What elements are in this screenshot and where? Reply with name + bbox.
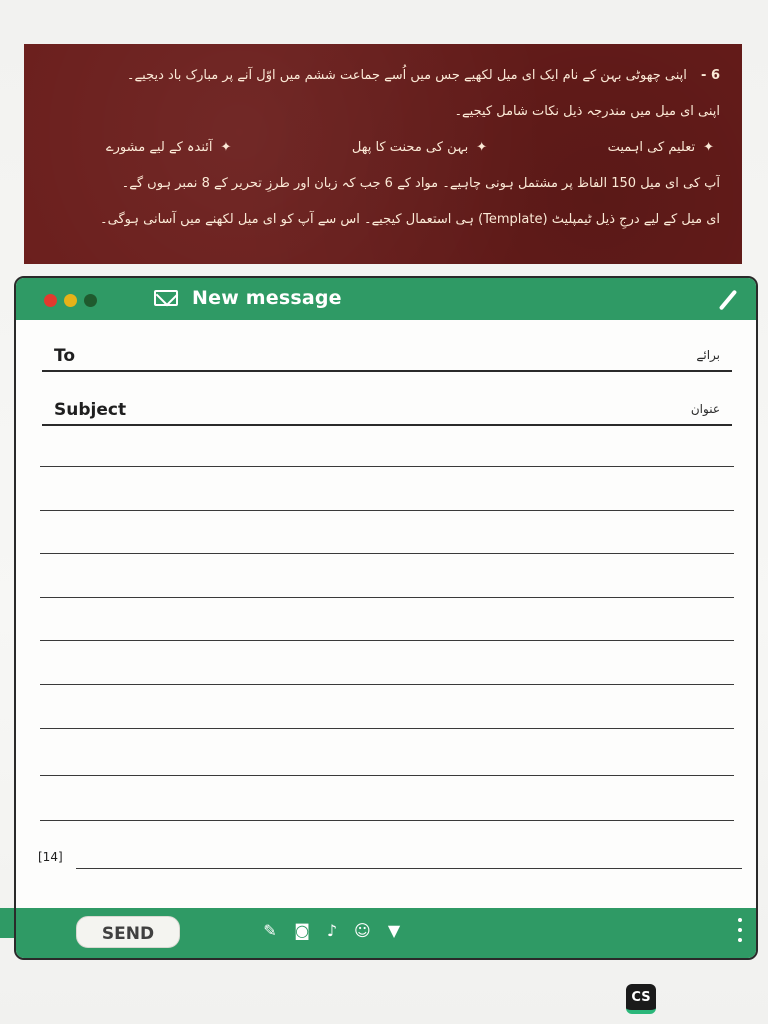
instruction-points — [46, 130, 720, 166]
point-text: تعلیم کی اہمیت — [607, 140, 696, 155]
close-dot-icon — [44, 294, 57, 307]
writing-line[interactable] — [76, 868, 742, 869]
camera-icon[interactable]: ◙ — [294, 921, 310, 940]
envelope-icon — [154, 290, 178, 306]
page-edge-decoration — [0, 908, 14, 938]
instruction-point — [352, 130, 487, 166]
send-button[interactable]: SEND — [76, 916, 180, 948]
writing-line[interactable] — [40, 510, 734, 511]
trash-icon[interactable]: ▼ — [387, 921, 401, 940]
email-window — [14, 276, 758, 960]
star-icon: ✦ — [703, 140, 714, 155]
writing-line[interactable] — [40, 597, 734, 598]
instruction-text-1: اپنی چھوٹی بہن کے نام ایک ای میل لکھیے جس میں اُسے جماعت ششم میں اوّل آنے پر مبارک باد دیجیے۔ — [126, 68, 687, 83]
star-icon: ✦ — [220, 140, 232, 155]
email-titlebar — [16, 278, 756, 320]
emoji-icon[interactable]: ☺ — [354, 921, 371, 940]
subject-label: Subject — [54, 400, 127, 420]
point-text: آئندہ کے لیے مشورے — [106, 140, 213, 155]
more-options-icon[interactable] — [738, 918, 742, 946]
attach-icon[interactable]: ✎ — [263, 921, 277, 940]
email-title: New message — [192, 287, 342, 309]
instruction-line-1 — [46, 58, 720, 94]
point-text: بہن کی محنت کا پھل — [351, 140, 469, 155]
writing-line[interactable] — [40, 775, 734, 776]
maximize-dot-icon — [84, 294, 97, 307]
camscanner-logo: CS — [626, 984, 656, 1014]
email-toolbar — [16, 908, 756, 958]
microphone-icon[interactable]: ♪ — [326, 921, 338, 940]
minimize-dot-icon — [64, 294, 77, 307]
instruction-line-4: آپ کی ای میل 150 الفاظ پر مشتمل ہونی چاہیے۔ مواد کے 6 جب کہ زبان اور طرزِ تحریر کے 8 نمبر ہوں گے۔ — [121, 176, 720, 191]
writing-line[interactable] — [40, 684, 734, 685]
marks-label: [14] — [38, 850, 63, 864]
question-number: 6 - — [701, 68, 720, 83]
pen-icon — [719, 290, 737, 311]
to-label-urdu: برائے — [696, 348, 720, 362]
instruction-box — [24, 44, 742, 264]
instruction-point — [608, 130, 714, 166]
instruction-line-5: ای میل کے لیے درجِ ذیل ٹیمپلیٹ (Template) ہی استعمال کیجیے۔ اس سے آپ کو ای میل لکھنے میں آسانی ہوگی۔ — [100, 212, 720, 227]
writing-line[interactable] — [40, 466, 734, 467]
subject-label-urdu: عنوان — [690, 402, 720, 416]
instruction-point — [106, 130, 231, 166]
writing-line[interactable] — [40, 553, 734, 554]
to-label: To — [54, 346, 76, 366]
writing-line[interactable] — [40, 728, 734, 729]
instruction-line-2: اپنی ای میل میں مندرجہ ذیل نکات شامل کیجیے۔ — [454, 104, 720, 119]
star-icon: ✦ — [476, 140, 488, 155]
subject-field[interactable] — [42, 374, 732, 426]
to-field[interactable] — [42, 320, 732, 372]
writing-line[interactable] — [40, 820, 734, 821]
writing-line[interactable] — [40, 640, 734, 641]
